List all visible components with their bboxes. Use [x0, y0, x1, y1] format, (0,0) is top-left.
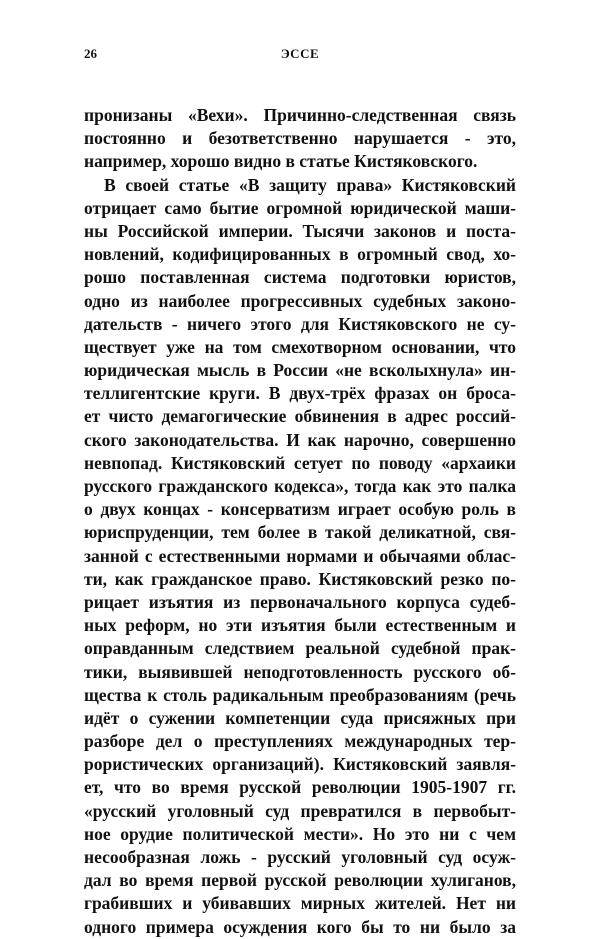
text-line: юриспруденции, тем более в такой деликатной, свя-	[84, 522, 516, 543]
text-line: «русский уголовный суд превратился в первобыт-	[84, 800, 516, 821]
text-line: постоянно и безответственно нарушается - это,	[84, 128, 516, 149]
text-line: рицает изъятия из первоначального корпуса судеб-	[84, 591, 516, 612]
text-line: несообразная ложь - русский уголовный суд осуж-	[84, 847, 516, 867]
body-text	[84, 104, 516, 939]
text-line: дал во время первой русской революции хулиганов,	[84, 870, 516, 891]
paragraph-start-line: В своей статье «В защиту права» Кистяковский	[104, 174, 516, 195]
text-line: ет чисто демагогические обвинения в адрес россий-	[84, 406, 516, 427]
text-line: ского законодательства. И как нарочно, совершенно	[84, 429, 516, 450]
running-head: ЭССЕ	[280, 46, 320, 61]
text-line: юридическая мысль в России «не всколыхнула» ин-	[84, 360, 516, 381]
text-line: новлений, кодифицированных в огромный свод, хо-	[84, 244, 516, 265]
text-line: разборе дел о преступлениях международных тер-	[84, 731, 516, 752]
text-line: щества к столь радикальным преобразованиям (речь	[84, 684, 516, 705]
text-line: невпопад. Кистяковский сетует по поводу «архаики	[84, 452, 516, 473]
text-line: русского гражданского кодекса», тогда как это палка	[84, 476, 516, 496]
text-line: ны Российской империи. Тысячи законов и поста-	[84, 220, 516, 241]
text-line: пронизаны «Вехи». Причинно-следственная связь	[84, 105, 516, 125]
text-line: дательств - ничего этого для Кистяковского не су-	[84, 313, 516, 334]
text-line: например, хорошо видно в статье Кистяковского.	[84, 151, 478, 172]
page-header	[84, 46, 516, 66]
page-number: 26	[84, 46, 97, 61]
text-line: рористических организаций). Кистяковский заявля-	[84, 754, 516, 775]
text-line: отрицает само бытие огромной юридической маши-	[84, 197, 516, 218]
text-line: идёт о сужении компетенции суда присяжных при	[84, 707, 516, 728]
text-line: одного примера осуждения кого бы то ни было за	[84, 916, 516, 937]
text-line: занной с естественными нормами и обычаями облас-	[84, 545, 516, 566]
text-line: ное орудие политической мести». Но это ни с чем	[84, 823, 516, 844]
text-line: ществует уже на том смехотворном основании, что	[84, 336, 516, 357]
text-line: рошо поставленная система подготовки юристов,	[84, 267, 516, 288]
text-line: о двух концах - консерватизм играет особую роль в	[84, 499, 516, 520]
text-line: оправданным следствием реальной судебной прак-	[84, 638, 516, 659]
text-line: теллигентские круги. В двух-трёх фразах он броса-	[84, 383, 516, 404]
text-line: грабивших и убивавших мирных жителей. Нет ни	[84, 893, 516, 914]
text-line: ет, что во время русской революции 1905-1907 гг.	[84, 777, 516, 798]
text-line: ных реформ, но эти изъятия были естественным и	[84, 615, 516, 636]
text-line: одно из наиболее прогрессивных судебных законо-	[84, 290, 516, 311]
text-line: тики, выявившей неподготовленность русского об-	[84, 661, 516, 682]
text-line: ти, как гражданское право. Кистяковский резко по-	[84, 568, 516, 589]
